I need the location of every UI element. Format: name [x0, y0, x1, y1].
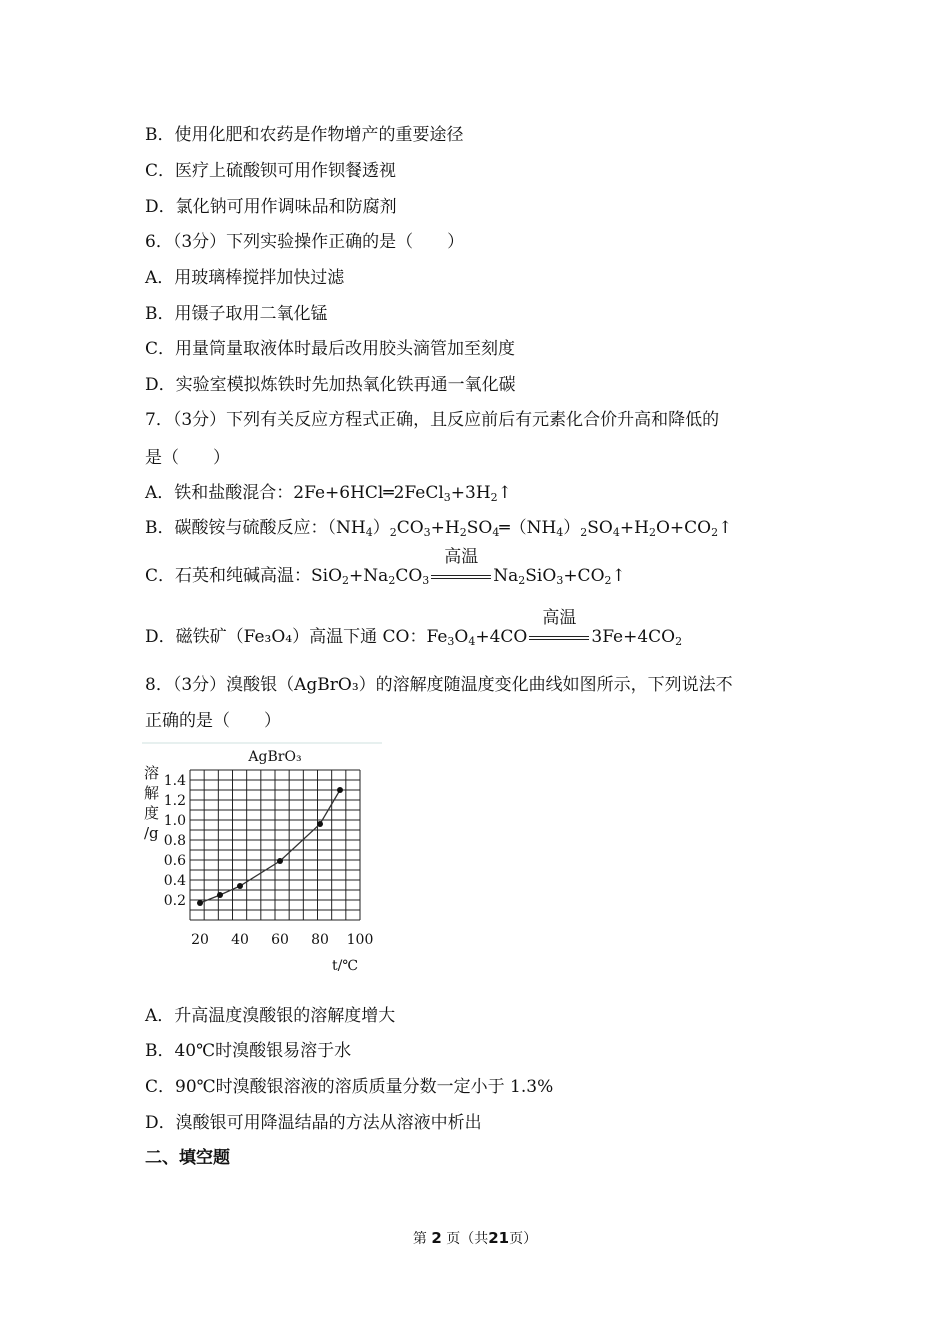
solubility-curve — [200, 790, 340, 903]
y-tick-label: 0.6 — [163, 853, 186, 869]
reaction-condition-arrow — [429, 546, 493, 588]
q7-stem-line1: 7．（3分）下列有关反应方程式正确，且反应前后有元素化合价升高和降低的 — [145, 410, 720, 430]
y-tick-label: 1.2 — [163, 793, 186, 809]
q8-option-b: B．40℃时溴酸银易溶于水 — [145, 1041, 352, 1061]
q7-option-b-label: B．碳酸铵与硫酸反应： — [145, 518, 328, 538]
data-point — [337, 787, 343, 793]
q7-option-b-equation: $(NH_4)_2CO_3+H_2SO_4═(NH_4)_2SO_4+H_2O+CO_2↑$ — [327, 518, 733, 539]
page-footer — [0, 1228, 950, 1248]
y-axis-label-char: 解 — [144, 784, 160, 802]
q6-option-b: B．用镊子取用二氧化锰 — [145, 304, 328, 324]
x-tick-label: 80 — [311, 932, 329, 948]
q7-option-c-label: C．石英和纯碱高温： — [145, 566, 312, 586]
q7-option-d — [145, 607, 683, 649]
footer-total-pages: 21 — [488, 1229, 510, 1247]
q7-option-d-label: D．磁铁矿（Fe₃O₄）高温下通 CO： — [145, 627, 427, 647]
q6-option-c: C．用量筒量取液体时最后改用胶头滴管加至刻度 — [145, 339, 516, 359]
data-point — [197, 900, 203, 906]
footer-page-number: 2 — [431, 1229, 442, 1247]
x-tick-label: 60 — [271, 932, 289, 948]
y-tick-label: 0.8 — [163, 833, 186, 849]
data-point — [237, 883, 243, 889]
q6-stem: 6．（3分）下列实验操作正确的是（ ） — [145, 232, 465, 252]
x-tick-label: 100 — [346, 932, 374, 948]
q7-option-a-label: A．铁和盐酸混合： — [145, 483, 294, 503]
q7-option-c — [145, 546, 626, 588]
solubility-chart — [142, 740, 387, 975]
y-tick-label: 0.2 — [163, 893, 186, 909]
q7-option-c-equation: $SiO_2+Na_2CO_3$ 高温 $Na_2SiO_3+CO_2↑$ — [311, 546, 626, 587]
q7-stem-line2: 是（ ） — [145, 448, 230, 468]
q8-option-c: C．90℃时溴酸银溶液的溶质质量分数一定小于 1.3% — [145, 1077, 554, 1097]
q6-option-a: A．用玻璃棒搅拌加快过滤 — [145, 268, 345, 288]
q5-option-b: B．使用化肥和农药是作物增产的重要途径 — [145, 125, 464, 145]
q8-stem-line1: 8．（3分）溴酸银（AgBrO₃）的溶解度随温度变化曲线如图所示，下列说法不 — [145, 675, 733, 695]
q5-option-d: D．氯化钠可用作调味品和防腐剂 — [145, 197, 397, 217]
condition-label: 高温 — [542, 607, 577, 628]
q7-option-b — [145, 517, 732, 539]
y-tick-label: 0.4 — [163, 873, 186, 889]
q5-option-c: C．医疗上硫酸钡可用作钡餐透视 — [145, 161, 397, 181]
x-tick-label: 20 — [191, 932, 209, 948]
data-point — [317, 821, 323, 827]
q6-option-d: D．实验室模拟炼铁时先加热氧化铁再通一氧化碳 — [145, 375, 516, 395]
y-axis-label-char: 度 — [144, 804, 160, 822]
condition-label: 高温 — [444, 546, 479, 567]
footer-prefix: 第 — [412, 1231, 427, 1247]
y-tick-label: 1.4 — [163, 773, 186, 789]
data-point — [277, 858, 283, 864]
x-tick-label: 40 — [231, 932, 249, 948]
q8-option-a: A．升高温度溴酸银的溶解度增大 — [145, 1006, 396, 1026]
q8-option-d: D．溴酸银可用降温结晶的方法从溶液中析出 — [145, 1113, 482, 1133]
q7-option-a — [145, 482, 512, 504]
chart-title: AgBrO₃ — [248, 749, 302, 765]
footer-middle: 页（共 — [446, 1231, 489, 1247]
y-tick-label: 1.0 — [163, 813, 186, 829]
q7-option-d-equation: $Fe_3O_4+4CO$ 高温 $3Fe+4CO_2$ — [426, 607, 683, 648]
x-axis-label: t/℃ — [332, 958, 359, 974]
section-heading: 二、填空题 — [145, 1148, 230, 1168]
q8-stem-line2: 正确的是（ ） — [145, 711, 281, 731]
q7-option-a-equation: $2Fe+6HCl═2FeCl_3+3H_2↑$ — [293, 483, 512, 504]
footer-suffix: 页） — [509, 1231, 538, 1247]
reaction-condition-arrow — [527, 607, 591, 649]
data-point — [217, 892, 223, 898]
y-axis-label-char: /g — [144, 824, 159, 842]
y-axis-label-char: 溶 — [144, 764, 160, 782]
